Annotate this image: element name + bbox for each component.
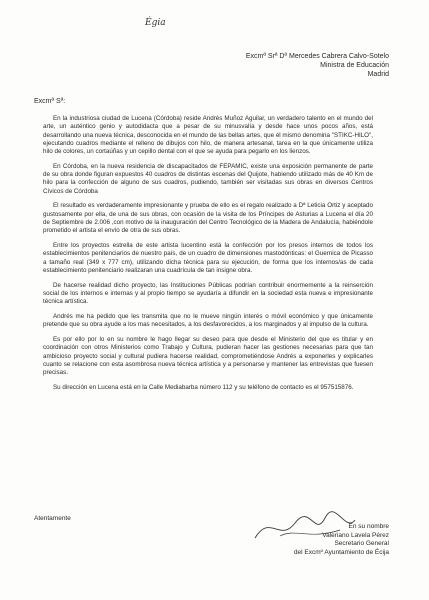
paragraph: Es por ello por lo en su nombre le hago llegar su deseo para que desde el Ministerio del que es titular y en coordinación con otros Ministerios como Trabajo y Cultura, pudieran hacer las gestiones necesarias para que tan ambicioso proyecto social y cultural pudiera hacerse realidad, comprometiéndose Andrés a exponerles y explicarles cuanto se relacione con esta asombrosa nueva técnica artística y a personarse y mantener las entrevistas que fuesen precisas. — [43, 336, 373, 377]
salutation: Excmª Sª: — [34, 98, 66, 105]
signatory-name: Valeriano Lavela Pérez — [322, 531, 389, 539]
recipient-title: Ministra de Educación — [320, 62, 389, 70]
paragraph: De hacerse realidad dicho proyecto, las Instituciones Públicas podrían contribuir enormemente a la reinserción social de los internos e internas y al propio tiempo se ayudaría a difundir en la sociedad esta nueva e impresionante técnica artística. — [43, 281, 373, 306]
signature-block — [294, 523, 389, 557]
paragraph: Andrés me ha pedido que les transmita que no le mueve ningún interés o móvil económico y que únicamente pretende que su obra ayude a los mas necesitados, a los desfavorecidos, a los marginados y al impulso de la cultura. — [43, 312, 373, 329]
closing: Atentamente — [34, 515, 71, 522]
letter-body — [43, 115, 373, 399]
signatory-title: Secretario General — [334, 540, 389, 547]
paragraph: Entre los proyectos estrella de este artista lucentino está la confección por los presos internos de todos los establecimientos penitenciarios de nuestro país, de un cuadro de dimensiones mastodónticas: el Guernica de Picasso a tamaño real (349 x 777 cm), utilizando dicha técnica para su ejecución, de forma que los internos/as de cada establecimiento penitenciario realizaran una cuadrícula de tan insigne obra. — [43, 242, 373, 274]
signatory-organization: del Excmº Ayuntamiento de Écija — [293, 548, 389, 556]
handwritten-note: Égia — [145, 18, 166, 28]
recipient-address — [246, 52, 389, 80]
paragraph: En Córdoba, en la nueva residencia de discapacitados de FEPAMIC, existe una exposición permanente de parte de su obra donde figuran expuestos 40 cuadros de distintas escenas del Quijote, habiendo utilizado más de 40 Km de hilo para la confección de alguno de sus cuadros, pudiendo, también ser visitadas sus obras en diversos Centros Cívicos de Córdoba — [43, 162, 373, 195]
paragraph: Su dirección en Lucena está en la Calle Mediabarba número 112 y su teléfono de contacto es el 957515876. — [53, 383, 354, 391]
recipient-city: Madrid — [367, 71, 389, 79]
recipient-name: Excmª Srª Dª Mercedes Cabrera Calvo-Sotelo — [245, 53, 389, 60]
signature-on-behalf: En su nombre — [348, 523, 389, 530]
paragraph: En la industriosa ciudad de Lucena (Córdoba) reside Andrés Muñoz Aguilar, un verdadero talento en el mundo del arte, un auténtico genio y autodidacta que a pesar de su minusvalía y desde hace unos pocos años, está desarrollando una nueva técnica, desconocida en el mundo de las bellas artes, que él mismo denomina "STIKC-HILO", ejecutando cuadros mediante el relleno de dibujos con hilo, de manera artesanal, tarea en la que únicamente utiliza hilo de colores, un cortaúñas y un cepillo dental con el que se ayuda para pegarlo en los lienzos. — [43, 115, 373, 155]
paragraph: El resultado es verdaderamente impresionante y prueba de ello es el regalo realizado a Dª Leticia Ortiz y aceptado gustosamente por ella, de una de sus obras, con ocasión de la visita de los Príncipes de Asturias a Lucena el día 20 de Septiembre de 2.006 ,con motivo de la inauguración del Centro Tecnológico de la Madera de Andalucía, habiéndole prometido el artista el envío de otra de sus obras. — [43, 202, 373, 235]
